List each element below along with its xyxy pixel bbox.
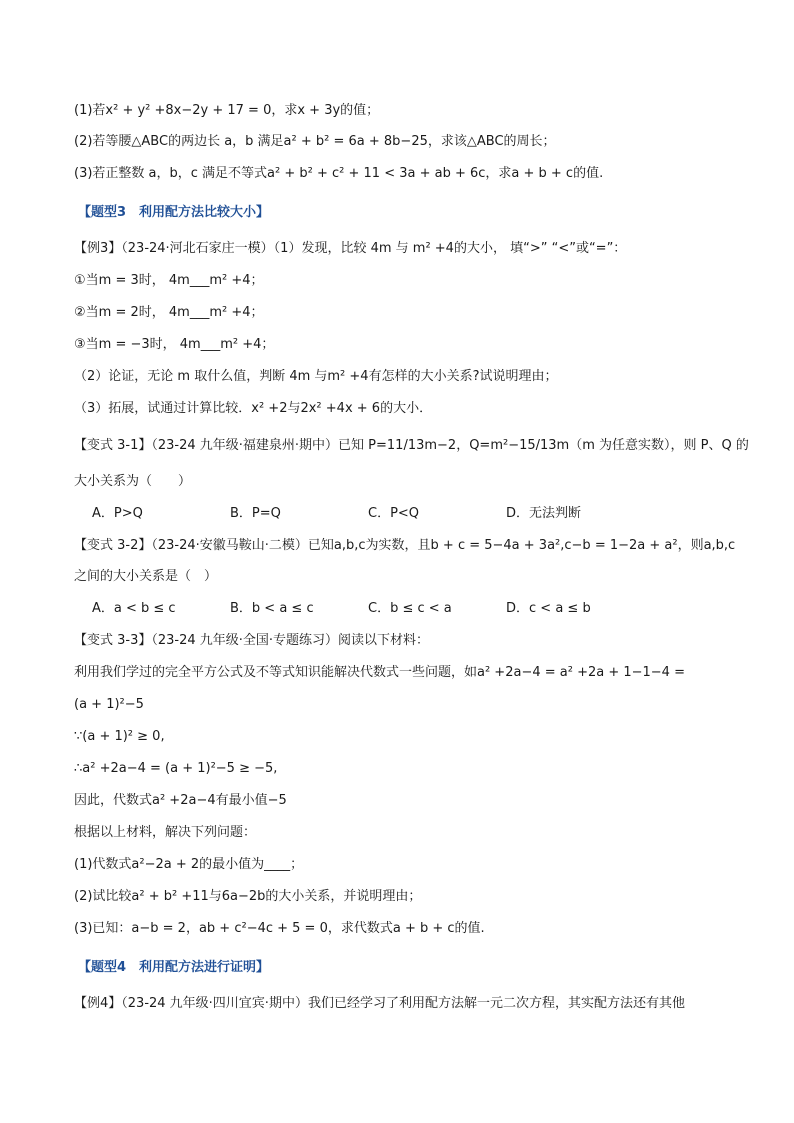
variant-3-1: 【变式 3-1】（23-24 九年级·福建泉州·期中）已知 P=11/13m−2，Q=m²−15/13m（m 为任意实数），则 P、Q 的 — [74, 438, 749, 453]
material-line-5: 因此，代数式a² +2a−4有最小值−5 — [74, 793, 287, 808]
material-line-2: (a + 1)²−5 — [74, 697, 144, 712]
option-b: B．P=Q — [230, 506, 281, 521]
option-b: B．b < a ≤ c — [230, 601, 314, 616]
question-3: (3)已知：a−b = 2，ab + c²−4c + 5 = 0，求代数式a + b + c的值. — [74, 921, 485, 936]
example-3-case-1: ①当m = 3时， 4m___m² +4； — [74, 273, 264, 288]
option-d: D．c < a ≤ b — [506, 601, 591, 616]
option-c: C．P<Q — [368, 506, 420, 521]
section-heading-4: 【题型4 利用配方法进行证明】 — [78, 960, 270, 975]
example-3-case-2: ②当m = 2时， 4m___m² +4； — [74, 305, 264, 320]
material-line-1: 利用我们学过的完全平方公式及不等式知识能解决代数式一些问题，如a² +2a−4 = a² +2a + 1−1−4 = — [74, 665, 685, 680]
problem-part-2: (2)若等腰△ABC的两边长 a，b 满足a² + b² = 6a + 8b−25，求该△ABC的周长； — [74, 134, 556, 149]
question-2: (2)试比较a² + b² +11与6a−2b的大小关系，并说明理由； — [74, 889, 422, 904]
variant-3-1-cont: 大小关系为（ ） — [74, 474, 192, 489]
option-d: D．无法判断 — [506, 506, 582, 521]
variant-3-3: 【变式 3-3】（23-24 九年级·全国·专题练习）阅读以下材料： — [74, 633, 430, 648]
example-3-case-3: ③当m = −3时， 4m___m² +4； — [74, 337, 275, 352]
section-heading-3: 【题型3 利用配方法比较大小】 — [78, 205, 270, 220]
problem-part-3: (3)若正整数 a，b，c 满足不等式a² + b² + c² + 11 < 3a + ab + 6c，求a + b + c的值. — [74, 166, 604, 181]
variant-3-2-cont: 之间的大小关系是（ ） — [74, 569, 218, 584]
material-line-3: ∵(a + 1)² ≥ 0, — [74, 729, 165, 744]
example-3-part-3: （3）拓展，试通过计算比较．x² +2与2x² +4x + 6的大小． — [74, 401, 433, 416]
material-line-6: 根据以上材料，解决下列问题： — [74, 825, 257, 840]
example-4-intro: 【例4】（23-24 九年级·四川宜宾·期中）我们已经学习了利用配方法解一元二次方程，其实配方法还有其他 — [74, 996, 685, 1011]
variant-3-2: 【变式 3-2】（23-24·安徽马鞍山·二模）已知a,b,c为实数，且b + c = 5−4a + 3a²,c−b = 1−2a + a²，则a,b,c — [74, 538, 736, 553]
example-3-part-2: （2）论证，无论 m 取什么值，判断 4m 与m² +4有怎样的大小关系?试说明理由； — [74, 369, 558, 384]
material-line-4: ∴a² +2a−4 = (a + 1)²−5 ≥ −5, — [74, 761, 278, 776]
option-c: C．b ≤ c < a — [368, 601, 452, 616]
option-a: A．a < b ≤ c — [92, 601, 176, 616]
example-3-intro: 【例3】（23-24·河北石家庄一模）（1）发现，比较 4m 与 m² +4的大小， 填“>” “<”或“=”： — [74, 241, 627, 256]
question-1: (1)代数式a²−2a + 2的最小值为____； — [74, 857, 304, 872]
option-a: A．P>Q — [92, 506, 143, 521]
problem-part-1: (1)若x² + y² +8x−2y + 17 = 0，求x + 3y的值； — [74, 103, 380, 118]
